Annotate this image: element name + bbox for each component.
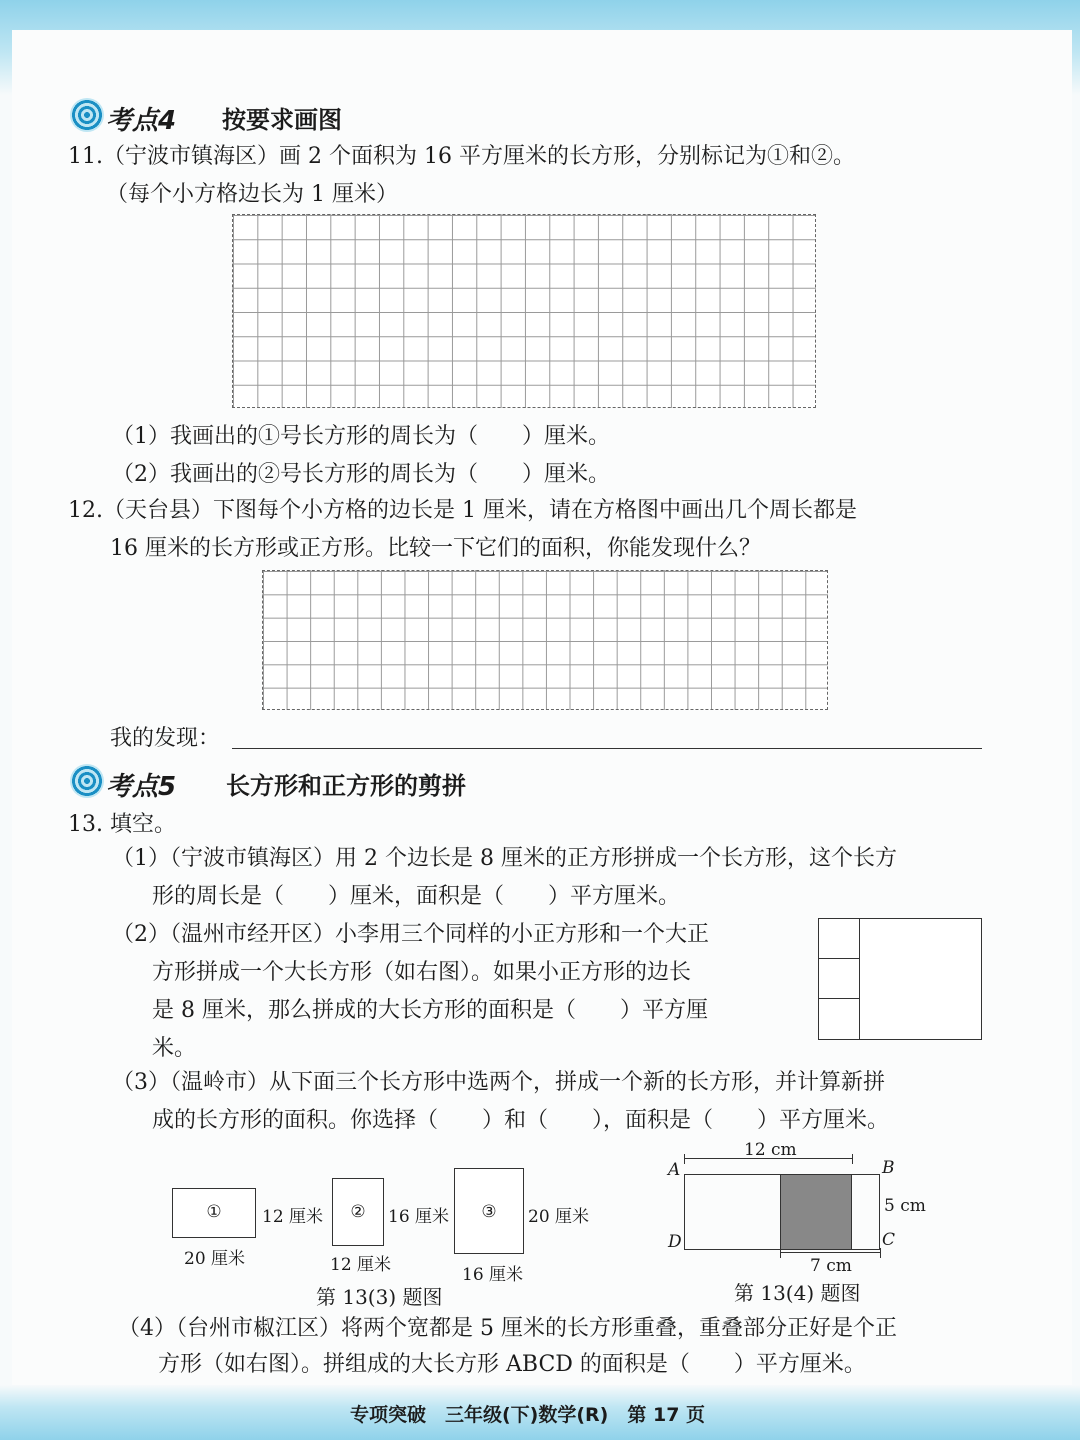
rect-1-bottom: 20 厘米 bbox=[184, 1249, 246, 1269]
q11-line1: 11.（宁波市镇海区）画 2 个面积为 16 平方厘米的长方形，分别标记为①和②。 bbox=[68, 144, 855, 169]
q13-2-small-square bbox=[818, 998, 860, 1040]
q13-2-small-square bbox=[818, 958, 860, 1000]
overlap-square bbox=[780, 1174, 852, 1250]
q12-grid[interactable] bbox=[262, 570, 828, 710]
rect-3-bottom: 16 厘米 bbox=[462, 1265, 524, 1285]
q13-2-small-square bbox=[818, 918, 860, 960]
label-a: A bbox=[668, 1160, 681, 1180]
rect-1-side: 12 厘米 bbox=[262, 1207, 324, 1227]
dim-tick bbox=[684, 1154, 685, 1164]
section5-title: 长方形和正方形的剪拼 bbox=[226, 772, 466, 800]
q12-line1: 12.（天台县）下图每个小方格的边长是 1 厘米，请在方格图中画出几个周长都是 bbox=[68, 498, 857, 523]
q13-p1-line2: 形的周长是（ ）厘米，面积是（ ）平方厘米。 bbox=[152, 884, 681, 909]
rect-2-side: 16 厘米 bbox=[388, 1207, 450, 1227]
q11-grid[interactable] bbox=[232, 214, 816, 408]
q13-p2-line4: 米。 bbox=[152, 1036, 197, 1061]
rect-3-side: 20 厘米 bbox=[528, 1207, 590, 1227]
rect-1-label: ① bbox=[206, 1202, 222, 1222]
label-d: D bbox=[668, 1232, 682, 1252]
footer-text: 专项突破 三年级(下)数学(R) 第 17 页 bbox=[350, 1404, 706, 1426]
dim-line-bottom bbox=[780, 1252, 880, 1253]
dim-tick bbox=[880, 1248, 881, 1258]
q13-head: 13. 填空。 bbox=[68, 812, 176, 837]
dim-tick bbox=[852, 1154, 853, 1164]
q13-p4-line1: （4）（台州市椒江区）将两个宽都是 5 厘米的长方形重叠，重叠部分正好是个正 bbox=[118, 1316, 897, 1341]
q13-p3-line2: 成的长方形的面积。你选择（ ）和（ ），面积是（ ）平方厘米。 bbox=[152, 1108, 890, 1133]
q13-p2-line2: 方形拼成一个大长方形（如右图）。如果小正方形的边长 bbox=[152, 960, 692, 985]
rect-3-label: ③ bbox=[481, 1202, 497, 1222]
fig13-4-bottom-dim: 7 cm bbox=[810, 1256, 852, 1276]
section5-label: 考点5 bbox=[106, 772, 177, 802]
rect-2-bottom: 12 厘米 bbox=[330, 1255, 392, 1275]
q11-sub2: （2）我画出的②号长方形的周长为（ ）厘米。 bbox=[112, 462, 610, 487]
q12-answer-line[interactable] bbox=[232, 748, 982, 749]
dim-line-top bbox=[684, 1158, 852, 1159]
q13-p1-line1: （1）（宁波市镇海区）用 2 个边长是 8 厘米的正方形拼成一个长方形，这个长方 bbox=[112, 846, 897, 871]
section4-label: 考点4 bbox=[106, 106, 177, 136]
q13-p4-line2: 方形（如右图）。拼组成的大长方形 ABCD 的面积是（ ）平方厘米。 bbox=[158, 1352, 866, 1377]
q13-p3-line1: （3）（温岭市）从下面三个长方形中选两个，拼成一个新的长方形，并计算新拼 bbox=[112, 1070, 885, 1095]
target-icon bbox=[70, 98, 104, 132]
section4-title: 按要求画图 bbox=[222, 106, 342, 134]
q13-p2-line3: 是 8 厘米，那么拼成的大长方形的面积是（ ）平方厘 bbox=[152, 998, 708, 1023]
fig13-3-caption: 第 13(3) 题图 bbox=[316, 1285, 443, 1309]
label-b: B bbox=[882, 1158, 895, 1178]
q13-p2-line1: （2）（温州市经开区）小李用三个同样的小正方形和一个大正 bbox=[112, 922, 709, 947]
label-c: C bbox=[882, 1230, 896, 1250]
fig13-4-top-dim: 12 cm bbox=[744, 1140, 797, 1160]
target-icon bbox=[70, 764, 104, 798]
q11-line2: （每个小方格边长为 1 厘米） bbox=[106, 182, 398, 207]
rect-2-label: ② bbox=[350, 1202, 366, 1222]
fig13-4-right-dim: 5 cm bbox=[884, 1196, 926, 1216]
q11-sub1: （1）我画出的①号长方形的周长为（ ）厘米。 bbox=[112, 424, 610, 449]
q12-line2: 16 厘米的长方形或正方形。比较一下它们的面积，你能发现什么？ bbox=[110, 536, 761, 561]
q12-discovery-label: 我的发现： bbox=[110, 726, 221, 751]
fig13-4-caption: 第 13(4) 题图 bbox=[734, 1281, 861, 1305]
dim-tick bbox=[780, 1248, 781, 1258]
